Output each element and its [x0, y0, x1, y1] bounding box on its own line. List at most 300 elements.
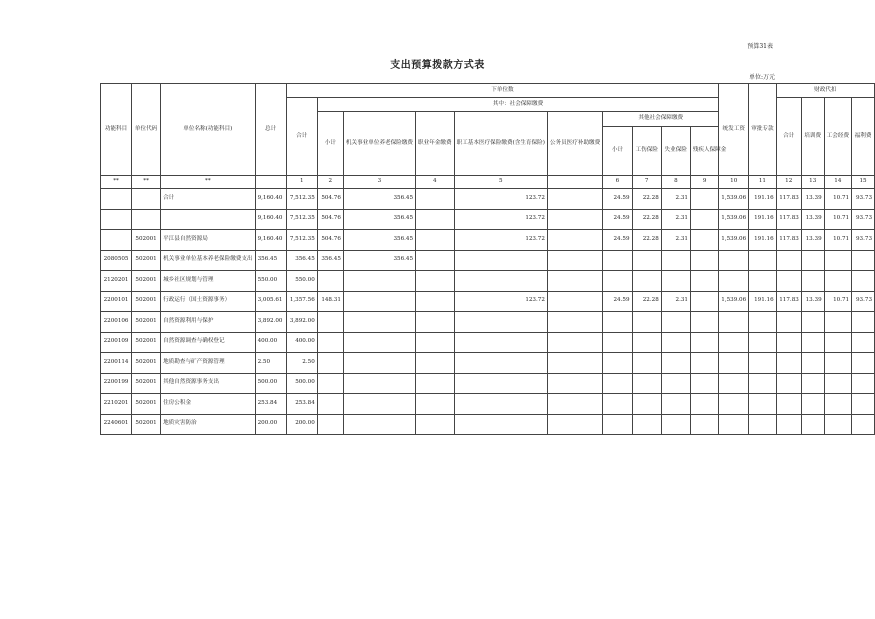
value-cell [852, 414, 875, 435]
value-cell: 13.39 [801, 230, 824, 251]
value-cell: 123.72 [454, 291, 547, 312]
value-cell [547, 291, 602, 312]
value-cell [416, 353, 455, 374]
value-cell [824, 332, 851, 353]
value-cell [691, 373, 719, 394]
value-cell: 123.72 [454, 230, 547, 251]
value-cell: 9,160.40 [255, 230, 286, 251]
value-cell: 10.71 [824, 230, 851, 251]
value-cell [547, 250, 602, 271]
value-cell [547, 271, 602, 292]
value-cell [343, 291, 415, 312]
value-cell: 200.00 [255, 414, 286, 435]
header-gongshang: 工伤保险 [632, 127, 661, 176]
value-cell [749, 250, 776, 271]
value-cell [852, 312, 875, 333]
header-tongfa: 统发工资 [719, 84, 749, 176]
value-cell [343, 394, 415, 415]
value-cell: 22.28 [632, 189, 661, 210]
value-cell: 504.76 [317, 230, 343, 251]
value-cell [852, 332, 875, 353]
unit-code-cell: 502001 [132, 271, 161, 292]
value-cell: 22.28 [632, 230, 661, 251]
page-title: 支出预算拨款方式表 [390, 60, 485, 71]
value-cell [691, 414, 719, 435]
value-cell: 400.00 [286, 332, 317, 353]
value-cell [776, 414, 801, 435]
value-cell [603, 373, 632, 394]
value-cell: 1,539.06 [719, 209, 749, 230]
value-cell: 500.00 [286, 373, 317, 394]
header-jiguan: 机关事业单位养老保险缴费 [343, 112, 415, 176]
func-subject-cell [101, 230, 132, 251]
value-cell: 356.45 [286, 250, 317, 271]
header-unit-name: 单位名称(功能科目) [161, 84, 256, 176]
value-cell [776, 353, 801, 374]
unit-name-cell: 平江县自然资源局 [161, 230, 256, 251]
value-cell [824, 373, 851, 394]
table-row [101, 332, 875, 353]
value-cell [454, 353, 547, 374]
unit-code-cell: 502001 [132, 414, 161, 435]
value-cell [691, 332, 719, 353]
value-cell: 1,539.06 [719, 291, 749, 312]
value-cell [749, 414, 776, 435]
value-cell [719, 353, 749, 374]
value-cell: 356.45 [343, 209, 415, 230]
value-cell [749, 271, 776, 292]
value-cell [801, 332, 824, 353]
value-cell [603, 394, 632, 415]
value-cell [317, 394, 343, 415]
column-number: ** [132, 176, 161, 189]
value-cell [691, 353, 719, 374]
table-row [101, 209, 875, 230]
unit-label: 单位:万元 [748, 74, 775, 81]
value-cell: 550.00 [255, 271, 286, 292]
value-cell: 400.00 [255, 332, 286, 353]
value-cell [343, 373, 415, 394]
column-number: 2 [317, 176, 343, 189]
value-cell: 200.00 [286, 414, 317, 435]
func-subject-cell: 2240601 [101, 414, 132, 435]
header-caizheng: 财政代扣 [776, 84, 874, 98]
value-cell [776, 394, 801, 415]
value-cell [801, 414, 824, 435]
column-number [255, 176, 286, 189]
value-cell: 7,512.35 [286, 209, 317, 230]
value-cell [801, 353, 824, 374]
value-cell [547, 332, 602, 353]
value-cell [691, 250, 719, 271]
value-cell: 117.83 [776, 230, 801, 251]
value-cell: 24.59 [603, 189, 632, 210]
value-cell: 550.00 [286, 271, 317, 292]
column-number: 3 [343, 176, 415, 189]
budget-table [100, 83, 875, 435]
value-cell [603, 271, 632, 292]
value-cell: 117.83 [776, 209, 801, 230]
value-cell [776, 271, 801, 292]
value-cell [603, 353, 632, 374]
value-cell [776, 332, 801, 353]
value-cell [416, 271, 455, 292]
table-row [101, 271, 875, 292]
header-xiaoji: 小计 [317, 112, 343, 176]
unit-name-cell: 其他自然资源事务支出 [161, 373, 256, 394]
value-cell [416, 394, 455, 415]
value-cell [661, 394, 690, 415]
value-cell [603, 414, 632, 435]
unit-code-cell: 502001 [132, 250, 161, 271]
value-cell: 3,892.00 [255, 312, 286, 333]
header-total: 总计 [255, 84, 286, 176]
header-qita-block [603, 112, 727, 176]
value-cell: 3,005.61 [255, 291, 286, 312]
header-zhiye: 职业年金缴费 [416, 112, 455, 176]
value-cell [749, 373, 776, 394]
unit-code-cell: 502001 [132, 373, 161, 394]
column-number: 8 [661, 176, 690, 189]
header-canji: 残疾人保障金 [692, 147, 727, 154]
value-cell [416, 189, 455, 210]
value-cell [454, 271, 547, 292]
unit-code-cell: 502001 [132, 394, 161, 415]
value-cell [749, 353, 776, 374]
value-cell: 13.39 [801, 209, 824, 230]
value-cell [691, 291, 719, 312]
value-cell [719, 414, 749, 435]
table-row [101, 312, 875, 333]
unit-name-cell: 合计 [161, 189, 256, 210]
value-cell [416, 414, 455, 435]
value-cell: 2.31 [661, 230, 690, 251]
value-cell: 10.71 [824, 189, 851, 210]
value-cell [719, 332, 749, 353]
value-cell: 117.83 [776, 291, 801, 312]
value-cell: 22.28 [632, 291, 661, 312]
value-cell [343, 312, 415, 333]
column-number: 12 [776, 176, 801, 189]
table-row [101, 353, 875, 374]
value-cell [719, 394, 749, 415]
column-number: 15 [852, 176, 875, 189]
value-cell [317, 312, 343, 333]
value-cell [801, 312, 824, 333]
value-cell [661, 312, 690, 333]
value-cell: 500.00 [255, 373, 286, 394]
func-subject-cell: 2200114 [101, 353, 132, 374]
value-cell [632, 332, 661, 353]
value-cell [454, 312, 547, 333]
value-cell [824, 353, 851, 374]
value-cell: 7,512.35 [286, 189, 317, 210]
value-cell [824, 394, 851, 415]
value-cell [547, 312, 602, 333]
value-cell [801, 271, 824, 292]
value-cell [547, 394, 602, 415]
value-cell: 356.45 [343, 189, 415, 210]
value-cell [852, 271, 875, 292]
value-cell [547, 414, 602, 435]
column-number-row [101, 176, 875, 189]
header-q-xiaoji: 小计 [603, 127, 632, 176]
value-cell [852, 373, 875, 394]
value-cell [632, 373, 661, 394]
value-cell [416, 332, 455, 353]
value-cell [824, 271, 851, 292]
value-cell: 504.76 [317, 209, 343, 230]
column-number: ** [161, 176, 256, 189]
value-cell: 2.31 [661, 209, 690, 230]
unit-name-cell: 机关事业单位基本养老保险缴费支出 [161, 250, 256, 271]
unit-name-cell: 地质灾害防治 [161, 414, 256, 435]
value-cell: 9,160.40 [255, 209, 286, 230]
value-cell: 2.31 [661, 189, 690, 210]
header-heji: 合计 [286, 98, 317, 176]
value-cell [632, 271, 661, 292]
value-cell: 191.16 [749, 209, 776, 230]
column-number: 14 [824, 176, 851, 189]
column-number: 1 [286, 176, 317, 189]
value-cell [416, 291, 455, 312]
value-cell [416, 230, 455, 251]
column-number: 10 [719, 176, 749, 189]
value-cell [317, 271, 343, 292]
value-cell [801, 394, 824, 415]
table-row [101, 189, 875, 210]
value-cell [691, 271, 719, 292]
unit-name-cell: 行政运行（国土资源事务） [161, 291, 256, 312]
column-number: 6 [603, 176, 632, 189]
value-cell [454, 394, 547, 415]
table-row [101, 373, 875, 394]
unit-code-cell [132, 189, 161, 210]
unit-name-cell: 住房公积金 [161, 394, 256, 415]
value-cell [776, 312, 801, 333]
column-number: 9 [691, 176, 719, 189]
value-cell: 13.39 [801, 189, 824, 210]
value-cell [661, 271, 690, 292]
value-cell: 24.59 [603, 291, 632, 312]
value-cell [416, 209, 455, 230]
value-cell [603, 332, 632, 353]
value-cell [343, 271, 415, 292]
value-cell: 191.16 [749, 291, 776, 312]
table-body [101, 189, 875, 435]
header-qita: 其他社会保障缴费 [603, 112, 718, 127]
column-number: 5 [454, 176, 547, 189]
value-cell [416, 250, 455, 271]
value-cell [317, 332, 343, 353]
value-cell: 22.28 [632, 209, 661, 230]
header-c-heji: 合计 [776, 98, 801, 176]
value-cell [343, 353, 415, 374]
unit-code-cell: 502001 [132, 230, 161, 251]
value-cell: 123.72 [454, 189, 547, 210]
table-row [101, 414, 875, 435]
value-cell [691, 209, 719, 230]
value-cell [547, 373, 602, 394]
value-cell [691, 394, 719, 415]
value-cell [852, 250, 875, 271]
value-cell [416, 373, 455, 394]
unit-code-cell: 502001 [132, 332, 161, 353]
value-cell [547, 353, 602, 374]
unit-code-cell [132, 209, 161, 230]
value-cell: 13.39 [801, 291, 824, 312]
unit-code-cell: 502001 [132, 291, 161, 312]
column-number: 7 [632, 176, 661, 189]
value-cell: 93.73 [852, 209, 875, 230]
value-cell [547, 230, 602, 251]
func-subject-cell: 2120201 [101, 271, 132, 292]
value-cell [719, 250, 749, 271]
value-cell [454, 414, 547, 435]
value-cell: 356.45 [255, 250, 286, 271]
header-fuli: 福利费 [852, 98, 875, 176]
value-cell: 2.50 [286, 353, 317, 374]
value-cell [454, 373, 547, 394]
value-cell [547, 209, 602, 230]
value-cell [719, 373, 749, 394]
value-cell: 10.71 [824, 209, 851, 230]
func-subject-cell: 2200109 [101, 332, 132, 353]
value-cell [317, 414, 343, 435]
header-gongwuyuan: 公务员医疗补助缴费 [547, 112, 602, 176]
value-cell: 24.59 [603, 209, 632, 230]
value-cell [454, 250, 547, 271]
value-cell [852, 353, 875, 374]
value-cell [719, 312, 749, 333]
func-subject-cell: 2200106 [101, 312, 132, 333]
value-cell: 123.72 [454, 209, 547, 230]
value-cell: 191.16 [749, 189, 776, 210]
value-cell [749, 394, 776, 415]
value-cell: 356.45 [343, 230, 415, 251]
table-row [101, 250, 875, 271]
value-cell [632, 414, 661, 435]
value-cell [317, 353, 343, 374]
value-cell [801, 250, 824, 271]
func-subject-cell: 2210201 [101, 394, 132, 415]
value-cell [691, 189, 719, 210]
unit-name-cell: 自然资源调查与确权登记 [161, 332, 256, 353]
unit-name-cell [161, 209, 256, 230]
column-number [547, 176, 602, 189]
value-cell [632, 353, 661, 374]
header-unit-code: 单位代码 [132, 84, 161, 176]
value-cell [749, 312, 776, 333]
value-cell: 2.50 [255, 353, 286, 374]
value-cell [824, 250, 851, 271]
value-cell [343, 414, 415, 435]
value-cell: 93.73 [852, 230, 875, 251]
func-subject-cell: 2200101 [101, 291, 132, 312]
value-cell [603, 312, 632, 333]
unit-name-cell: 自然资源利用与保护 [161, 312, 256, 333]
value-cell: 148.31 [317, 291, 343, 312]
value-cell [454, 332, 547, 353]
value-cell [632, 250, 661, 271]
value-cell [824, 414, 851, 435]
func-subject-cell [101, 209, 132, 230]
value-cell [632, 394, 661, 415]
value-cell: 2.31 [661, 291, 690, 312]
value-cell: 1,357.56 [286, 291, 317, 312]
value-cell: 356.45 [317, 250, 343, 271]
value-cell [719, 271, 749, 292]
table-row [101, 230, 875, 251]
header-gonghui: 工会经费 [824, 98, 851, 176]
value-cell: 191.16 [749, 230, 776, 251]
unit-name-cell: 地质勘查与矿产资源管理 [161, 353, 256, 374]
header-peixun: 培训费 [801, 98, 824, 176]
value-cell: 24.59 [603, 230, 632, 251]
value-cell: 7,512.35 [286, 230, 317, 251]
header-xiabo: 下单位数 [286, 84, 719, 98]
value-cell: 117.83 [776, 189, 801, 210]
column-number: 11 [749, 176, 776, 189]
value-cell: 1,539.06 [719, 189, 749, 210]
unit-name-cell: 城乡社区规划与管理 [161, 271, 256, 292]
value-cell: 356.45 [343, 250, 415, 271]
value-cell: 3,892.00 [286, 312, 317, 333]
form-code: 预算31表 [747, 43, 773, 50]
func-subject-cell: 2080505 [101, 250, 132, 271]
column-number: 13 [801, 176, 824, 189]
value-cell [749, 332, 776, 353]
unit-code-cell: 502001 [132, 353, 161, 374]
func-subject-cell [101, 189, 132, 210]
value-cell: 504.76 [317, 189, 343, 210]
unit-code-cell: 502001 [132, 312, 161, 333]
value-cell [801, 373, 824, 394]
table-row [101, 291, 875, 312]
value-cell: 93.73 [852, 291, 875, 312]
value-cell [661, 414, 690, 435]
value-cell: 253.84 [286, 394, 317, 415]
header-qizhong: 其中：社会保障缴费 [317, 98, 719, 112]
header-zhigong: 职工基本医疗保险缴费(含生育保险) [454, 112, 547, 176]
value-cell [661, 332, 690, 353]
value-cell [691, 312, 719, 333]
value-cell [416, 312, 455, 333]
header-shenpi: 审批专款 [749, 84, 776, 176]
header-func-subject: 功能科目 [101, 84, 132, 176]
header-shiye: 失业保险 [661, 127, 690, 176]
value-cell [824, 312, 851, 333]
value-cell [547, 189, 602, 210]
value-cell: 1,539.06 [719, 230, 749, 251]
func-subject-cell: 2200199 [101, 373, 132, 394]
value-cell [776, 250, 801, 271]
value-cell [632, 312, 661, 333]
value-cell: 9,160.40 [255, 189, 286, 210]
value-cell [343, 332, 415, 353]
value-cell: 253.84 [255, 394, 286, 415]
value-cell [852, 394, 875, 415]
value-cell: 10.71 [824, 291, 851, 312]
table-row [101, 394, 875, 415]
value-cell [661, 250, 690, 271]
value-cell [661, 353, 690, 374]
value-cell: 93.73 [852, 189, 875, 210]
value-cell [317, 373, 343, 394]
column-number: ** [101, 176, 132, 189]
value-cell [661, 373, 690, 394]
value-cell [776, 373, 801, 394]
